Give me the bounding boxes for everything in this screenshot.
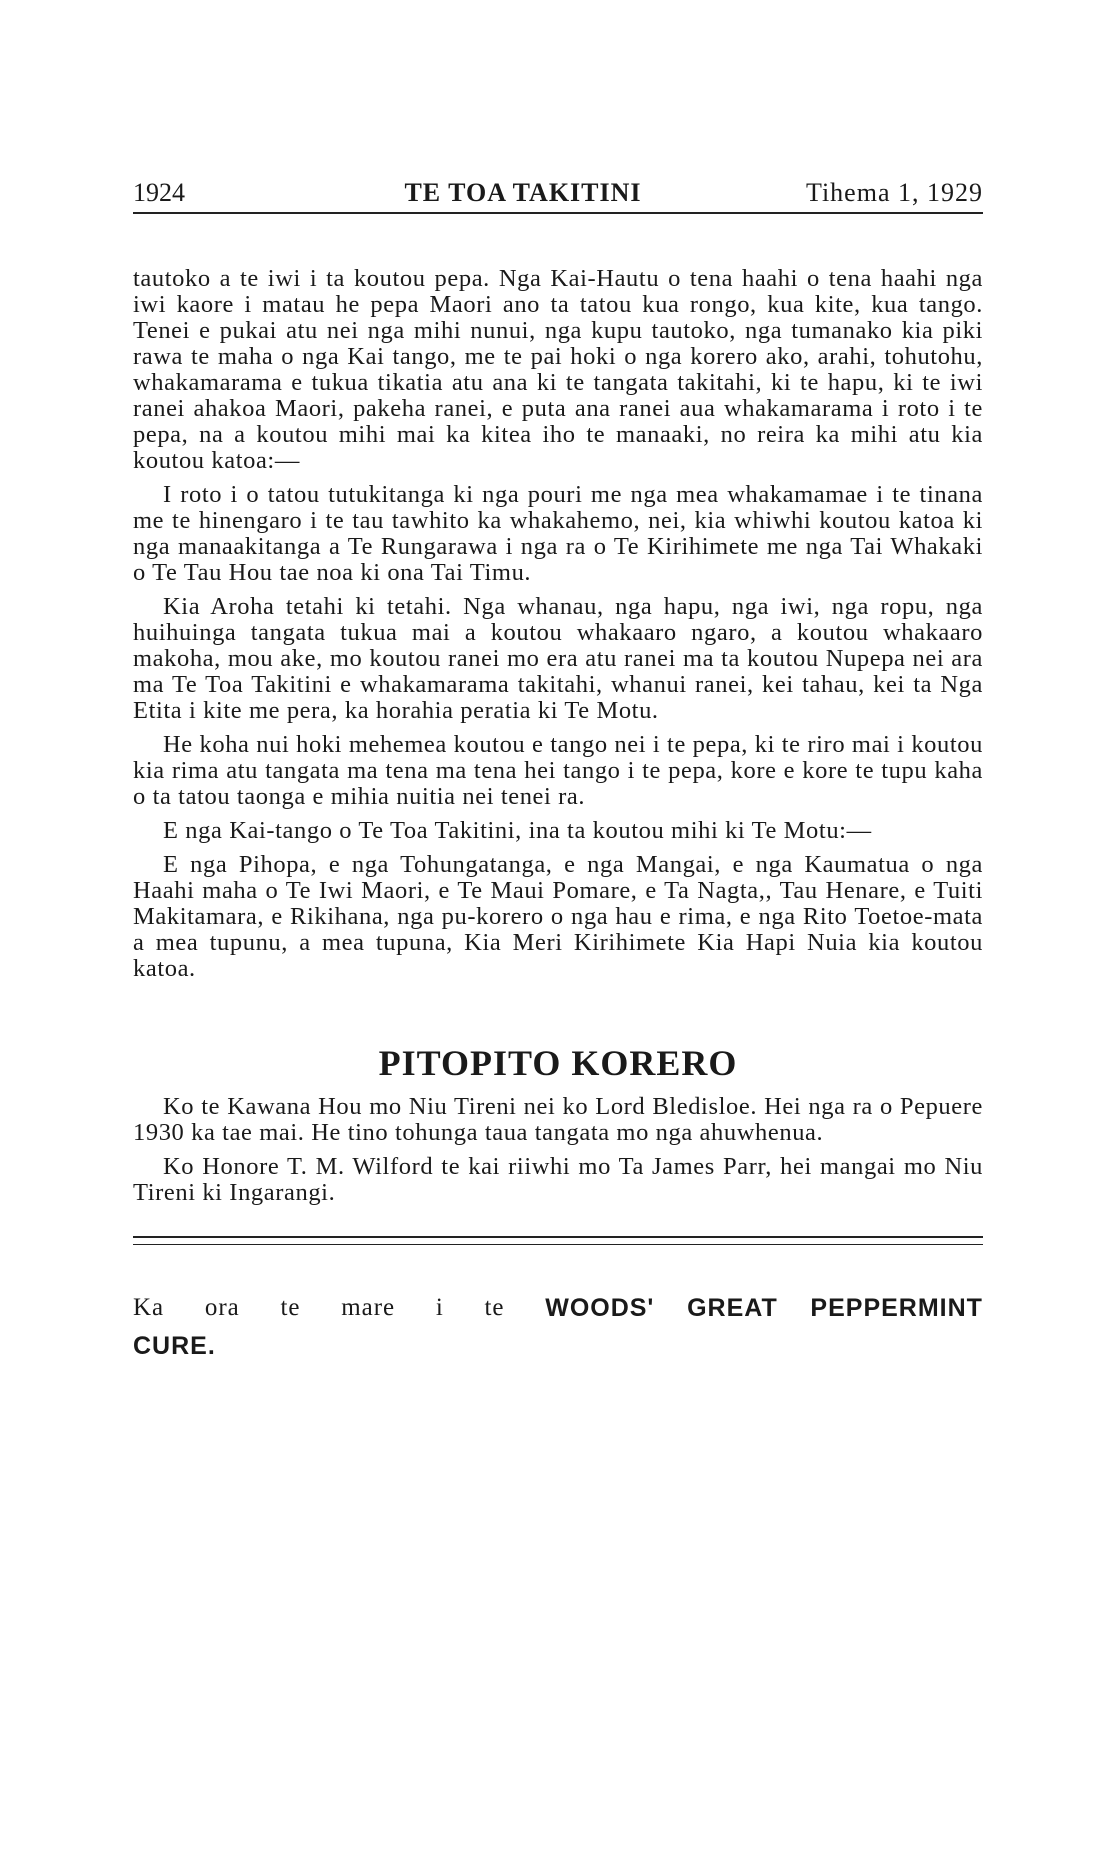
news-item: Ko te Kawana Hou mo Niu Tireni nei ko Lord Bledisloe. Hei nga ra o Pepuere 1930 ka tae mai. He tino tohunga taua tangata mo nga ahuwhenua. — [133, 1093, 983, 1146]
ad-word: te — [484, 1294, 505, 1321]
paragraph: tautoko a te iwi i ta koutou pepa. Nga Kai-Hautu o tena haahi o tena haahi nga iwi kaore i matau he pepa Maori ano ta tatou kua rongo, kua kite, kua tango. Tenei e pukai atu nei nga mihi nunui, nga kupu tautoko, nga tumanako kia piki rawa te maha o nga Kai tango, me te pai hoki o nga korero ako, arahi, tohutohu, whakamarama e tukua tikatia atu ana ki te tangata takitahi, ki te hapu, ki te iwi ranei ahakoa Maori, pakeha ranei, e puta ana ranei aua whakamarama i roto i te pepa, na a koutou mihi mai ka kitea iho te manaaki, no reira ka mihi atu kia koutou katoa:— — [133, 265, 983, 474]
paragraph: E nga Pihopa, e nga Tohungatanga, e nga Mangai, e nga Kaumatua o nga Haahi maha o Te Iwi Maori, e Te Maui Pomare, e Ta Nagta,, Tau Henare, e Tuiti Makitamara, e Rikihana, nga pu-korero o nga hau e rima, e nga Rito Toetoe-mata a mea tupunu, a mea tupuna, Kia Meri Kirihimete Kia Hapi Nuia kia koutou katoa. — [133, 851, 983, 982]
article-body — [133, 266, 983, 1206]
paragraph: I roto i o tatou tutukitanga ki nga pouri me nga mea whakamamae i te tinana me te hinengaro i te tau tawhito ka whakahemo, nei, kia whiwhi koutou katoa ki nga manaakitanga a Te Rungarawa i nga ra o Te Kirihimete me nga Tai Whakaki o Te Tau Hou tae noa ki ona Tai Timu. — [133, 481, 983, 586]
issue-date: Tihema 1, 1929 — [805, 178, 983, 207]
page-header — [133, 178, 983, 214]
ad-brand-word: WOODS' — [545, 1294, 655, 1322]
publication-title: TE TOA TAKITINI — [404, 178, 642, 207]
paragraph: Kia Aroha tetahi ki tetahi. Nga whanau, nga hapu, nga iwi, nga ropu, nga huihuinga tangata tukua mai a koutou whakaaro ngaro, a koutou whakaaro makoha, mou ake, mo koutou ranei mo era atu ranei ma ta koutou Nupepa nei ara ma Te Toa Takitini e whakamarama takitahi, whanui ranei, kei tahau, kei ta Nga Etita i kite me pera, ka horahia peratia ki Te Motu. — [133, 593, 983, 724]
ad-brand-word: GREAT — [687, 1294, 778, 1322]
ad-word: Ka — [133, 1294, 165, 1321]
ad-word: i — [435, 1294, 444, 1321]
section-heading: PITOPITO KORERO — [378, 1043, 738, 1083]
ad-brand-word: PEPPERMINT — [810, 1294, 983, 1322]
advertisement-line — [133, 1289, 983, 1327]
page-number: 1924 — [133, 178, 185, 207]
paragraph: He koha nui hoki mehemea koutou e tango nei i te pepa, ki te riro mai i koutou kia rima atu tangata ma tena ma tena hei tango i te pepa, kore e kore te tupu kaha o ta tatou taonga e mihia nuitia nei tenei ra. — [133, 731, 983, 810]
ad-word: mare — [341, 1294, 396, 1321]
paragraph: E nga Kai-tango o Te Toa Takitini, ina ta koutou mihi ki Te Motu:— — [163, 817, 872, 844]
ad-word: ora — [204, 1294, 240, 1321]
news-item: Ko Honore T. M. Wilford te kai riiwhi mo Ta James Parr, hei mangai mo Niu Tireni ki Ingarangi. — [133, 1153, 983, 1206]
double-rule-divider — [133, 1236, 983, 1245]
ad-brand-word: CURE. — [133, 1332, 216, 1360]
newspaper-page — [133, 178, 983, 1365]
advertisement — [133, 1289, 983, 1365]
ad-word: te — [280, 1294, 301, 1321]
